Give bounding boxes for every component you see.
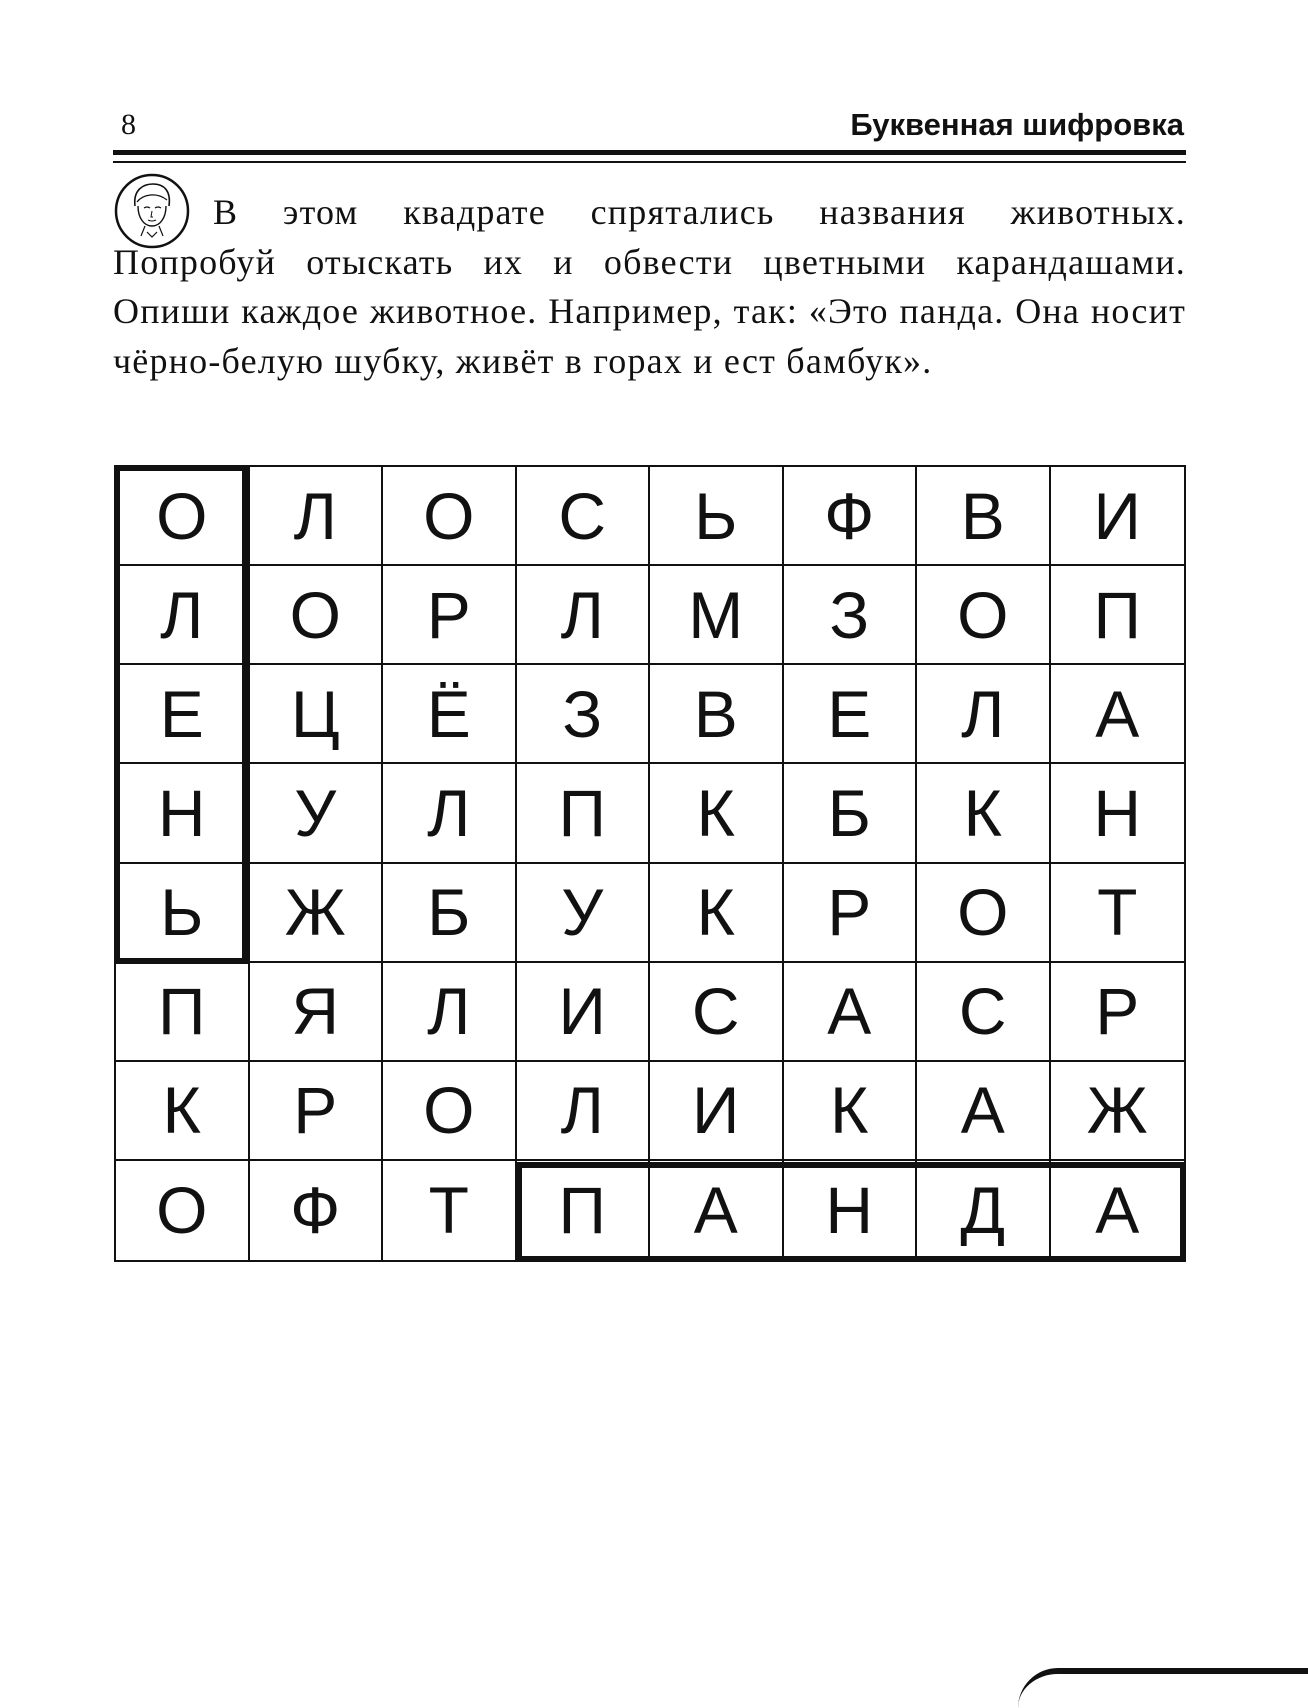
grid-cell: Н — [1051, 764, 1185, 863]
grid-cell: Е — [784, 665, 918, 764]
grid-cell: А — [784, 963, 918, 1062]
grid-cell: Ё — [383, 665, 517, 764]
grid-cell: Ж — [1051, 1062, 1185, 1161]
grid-cell: Ф — [250, 1161, 384, 1260]
grid-cell: Е — [116, 665, 250, 764]
grid-cell: О — [917, 566, 1051, 665]
grid-cell: А — [917, 1062, 1051, 1161]
grid-cell: В — [650, 665, 784, 764]
grid-cell: Л — [517, 566, 651, 665]
grid-cell: У — [517, 864, 651, 963]
grid-cell: Л — [917, 665, 1051, 764]
grid-cell: О — [250, 566, 384, 665]
grid-cell: О — [116, 467, 250, 566]
grid-cell: Л — [250, 467, 384, 566]
grid-cell: С — [917, 963, 1051, 1062]
grid-cell: О — [383, 1062, 517, 1161]
grid-cell: А — [1051, 665, 1185, 764]
grid-cell: Л — [517, 1062, 651, 1161]
grid-cell: Ь — [116, 864, 250, 963]
grid-cell: К — [650, 764, 784, 863]
grid-cell: Р — [784, 864, 918, 963]
grid-cell: И — [650, 1062, 784, 1161]
grid-cell: П — [517, 1161, 651, 1260]
grid-cell: Ь — [650, 467, 784, 566]
page-corner-mark — [1018, 1668, 1308, 1708]
section-title: Буквенная шифровка — [850, 107, 1184, 142]
grid-cell: П — [116, 963, 250, 1062]
header-rule-thick — [113, 150, 1186, 155]
grid-cell: Л — [383, 963, 517, 1062]
grid-cell: Т — [1051, 864, 1185, 963]
grid-cell: У — [250, 764, 384, 863]
grid-cell: О — [917, 864, 1051, 963]
grid-cell: И — [1051, 467, 1185, 566]
grid-cell: Р — [250, 1062, 384, 1161]
grid-cell: О — [116, 1161, 250, 1260]
header-rule-thin — [113, 161, 1186, 163]
grid-cell: К — [917, 764, 1051, 863]
task-instructions: В этом квадрате спрятались названия животных. Попробуй отыскать их и обвести цветными карандашами. Опиши каждое животное. Например, так: «Это панда. Она носит чёрно-белую шубку, живёт в горах и ест бамбук». — [113, 192, 1186, 381]
grid-cell: П — [1051, 566, 1185, 665]
grid-cell: Б — [784, 764, 918, 863]
grid-cell: К — [116, 1062, 250, 1161]
grid-cell: Р — [1051, 963, 1185, 1062]
grid-cell: З — [784, 566, 918, 665]
grid-cell: Л — [116, 566, 250, 665]
grid-cell: К — [784, 1062, 918, 1161]
grid-cell: Н — [116, 764, 250, 863]
grid-cell: Б — [383, 864, 517, 963]
grid-cell: А — [1095, 1173, 1140, 1248]
grid-cell: Т — [383, 1161, 517, 1260]
page-number: 8 — [121, 108, 136, 141]
grid-cell: С — [650, 963, 784, 1062]
grid-cell: Я — [250, 963, 384, 1062]
letter-grid — [114, 465, 1186, 1262]
grid-cell: В — [917, 467, 1051, 566]
grid-cell: Ж — [250, 864, 384, 963]
grid-cell: П — [517, 764, 651, 863]
grid-cell: Н — [784, 1161, 918, 1260]
grid-cell: Ц — [250, 665, 384, 764]
grid-cell: С — [517, 467, 651, 566]
grid-cell: Л — [383, 764, 517, 863]
grid-cell: З — [517, 665, 651, 764]
grid-cell: О — [383, 467, 517, 566]
grid-cell: К — [650, 864, 784, 963]
grid-cell: А — [650, 1161, 784, 1260]
grid-cell: Д — [917, 1161, 1051, 1260]
grid-cell: И — [517, 963, 651, 1062]
grid-cell: М — [650, 566, 784, 665]
grid-cell: Ф — [784, 467, 918, 566]
grid-cell: Р — [383, 566, 517, 665]
